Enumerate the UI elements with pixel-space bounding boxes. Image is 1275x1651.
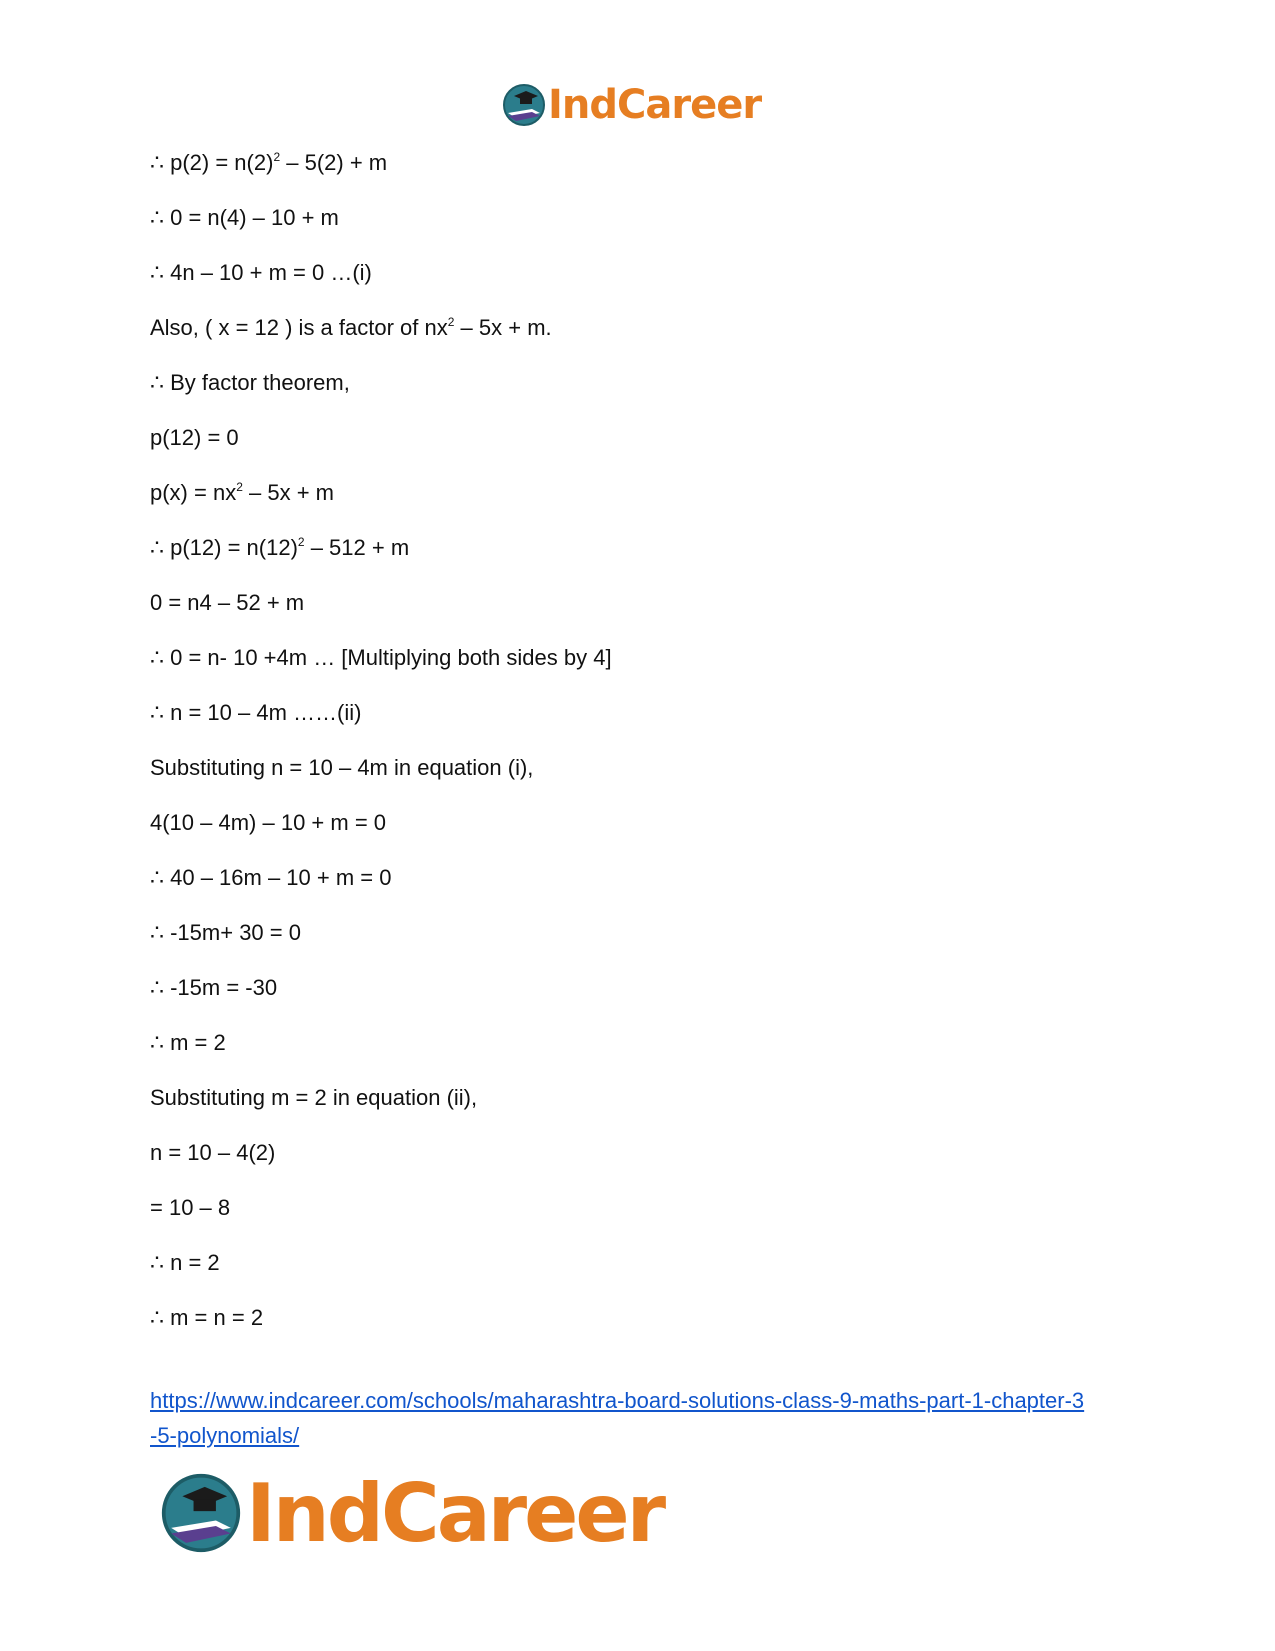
solution-line bbox=[150, 368, 1140, 423]
line-text: Substituting n = 10 – 4m in equation (i), bbox=[150, 755, 534, 780]
solution-line bbox=[150, 753, 1140, 808]
solution-line bbox=[150, 863, 1140, 918]
header-logo bbox=[502, 80, 761, 130]
source-link-line1[interactable]: https://www.indcareer.com/schools/maharashtra-board-solutions-class-9-maths-part-1-chapter-3 bbox=[150, 1388, 1085, 1413]
solution-steps bbox=[150, 148, 1140, 1358]
line-text: ∴ p(2) = n(2) bbox=[150, 150, 274, 175]
solution-line bbox=[150, 203, 1140, 258]
line-text: ∴ m = 2 bbox=[150, 1030, 226, 1055]
solution-line bbox=[150, 698, 1140, 753]
line-text: ∴ p(12) = n(12) bbox=[150, 535, 298, 560]
solution-line bbox=[150, 1083, 1140, 1138]
book-globe-icon bbox=[160, 1472, 242, 1554]
line-text: = 10 – 8 bbox=[150, 1195, 231, 1220]
solution-line bbox=[150, 148, 1140, 203]
source-link[interactable] bbox=[150, 1383, 1140, 1453]
solution-line bbox=[150, 808, 1140, 863]
line-text: 4(10 – 4m) – 10 + m = 0 bbox=[150, 810, 387, 835]
solution-line bbox=[150, 478, 1140, 533]
line-text: ∴ n = 10 – 4m ……(ii) bbox=[150, 700, 362, 725]
line-text: ∴ 0 = n(4) – 10 + m bbox=[150, 205, 339, 230]
exponent: 2 bbox=[297, 535, 305, 549]
footer-logo bbox=[160, 1468, 663, 1558]
line-text: p(12) = 0 bbox=[150, 425, 239, 450]
line-text-after-exponent: – 5x + m. bbox=[454, 315, 552, 340]
solution-line bbox=[150, 1248, 1140, 1303]
solution-line bbox=[150, 313, 1140, 368]
book-globe-icon bbox=[502, 83, 546, 127]
solution-line bbox=[150, 588, 1140, 643]
solution-line bbox=[150, 1303, 1140, 1358]
exponent: 2 bbox=[447, 315, 455, 329]
solution-line bbox=[150, 1028, 1140, 1083]
line-text: n = 10 – 4(2) bbox=[150, 1140, 276, 1165]
line-text: ∴ 4n – 10 + m = 0 …(i) bbox=[150, 260, 372, 285]
line-text: Substituting m = 2 in equation (ii), bbox=[150, 1085, 478, 1110]
exponent: 2 bbox=[273, 150, 281, 164]
footer-logo-text: IndCareer bbox=[246, 1466, 664, 1560]
solution-line bbox=[150, 918, 1140, 973]
line-text-after-exponent: – 512 + m bbox=[304, 535, 410, 560]
line-text: p(x) = nx bbox=[150, 480, 237, 505]
line-text: ∴ By factor theorem, bbox=[150, 370, 350, 395]
line-text: ∴ m = n = 2 bbox=[150, 1305, 264, 1330]
solution-line bbox=[150, 973, 1140, 1028]
solution-line bbox=[150, 258, 1140, 313]
line-text: Also, ( x = 12 ) is a factor of nx bbox=[150, 315, 448, 340]
line-text: 0 = n4 – 52 + m bbox=[150, 590, 305, 615]
line-text-after-exponent: – 5x + m bbox=[242, 480, 334, 505]
line-text: ∴ 0 = n- 10 +4m … [Multiplying both sides by 4] bbox=[150, 645, 612, 670]
exponent: 2 bbox=[236, 480, 243, 494]
line-text: ∴ -15m+ 30 = 0 bbox=[150, 920, 301, 945]
header-logo-text: IndCareer bbox=[548, 82, 762, 128]
line-text: ∴ -15m = -30 bbox=[150, 975, 278, 1000]
solution-line bbox=[150, 423, 1140, 478]
solution-line bbox=[150, 533, 1140, 588]
solution-line bbox=[150, 1193, 1140, 1248]
line-text-after-exponent: – 5(2) + m bbox=[280, 150, 388, 175]
source-link-line2[interactable]: -5-polynomials/ bbox=[150, 1423, 300, 1448]
line-text: ∴ 40 – 16m – 10 + m = 0 bbox=[150, 865, 392, 890]
line-text: ∴ n = 2 bbox=[150, 1250, 220, 1275]
solution-line bbox=[150, 1138, 1140, 1193]
solution-line bbox=[150, 643, 1140, 698]
